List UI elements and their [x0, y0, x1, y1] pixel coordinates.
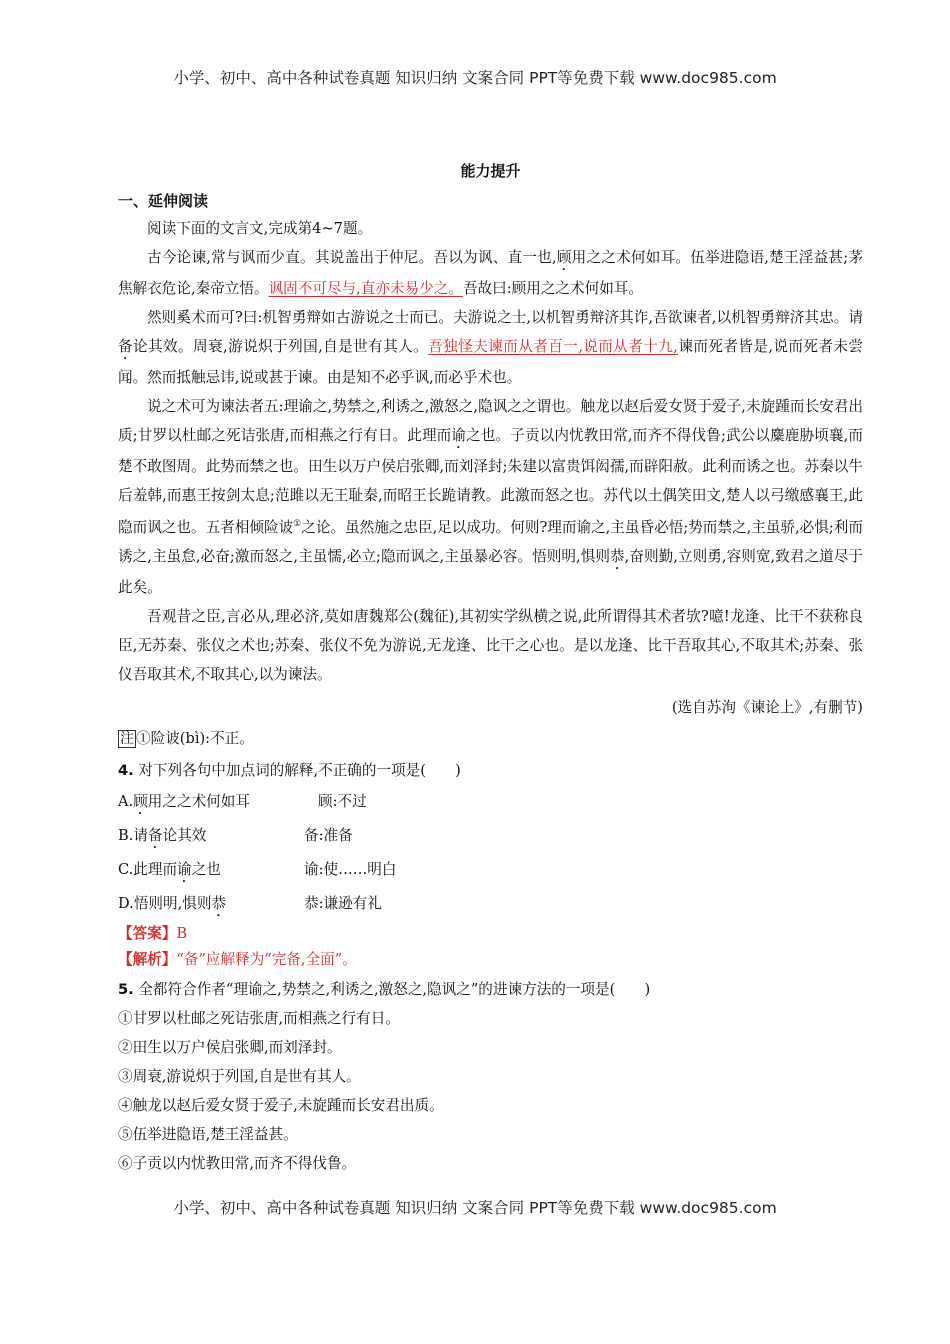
passage-paragraph-3: 说之术可为谏法者五:理谕之,势禁之,利诱之,激怒之,隐讽之之谓也。触龙以赵后爱女贤于爱子,未旋踵而长安君出质;甘罗以杜邮之死诘张唐,而相燕之行有日。此理而谕之也。子贡以内忧教田常,而齐不得伐鲁;武公以麋鹿胁顷襄,而楚不敢图周。此势而禁之也。田生以万户侯启张卿,而刘泽封;朱建以富贵饵闳孺,而辟阳赦。此利而诱之也。苏秦以牛后羞韩,而惠王按剑太息;范雎以无王耻秦,而昭王长跪请教。此激而怒之也。苏代以土偶笑田文,楚人以弓缴感襄王,此隐而讽之也。五者相倾险诐①之论。虽然施之忠臣,足以成功。何则?理而谕之,主虽昏必悟;势而禁之,主虽骄,必惧;利而诱之,主虽怠,必奋;激而怒之,主虽懦,必立;隐而讽之,主虽暴必容。悟则明,惧则恭,奋则勤,立则勇,容则宽,致君之道尽于此矣。: [118, 398, 864, 596]
source-citation: (选自苏洵《谏论上》,有删节): [671, 698, 863, 716]
dotted-word: 备: [118, 338, 134, 355]
reading-instruction: 阅读下面的文言文,完成第4~7题。: [147, 220, 373, 237]
q5-item-6: ⑥子贡以内忧教田常,而齐不得伐鲁。: [118, 1154, 357, 1172]
q5-item-1: ①甘罗以杜邮之死诘张唐,而相燕之行有日。: [118, 1009, 400, 1027]
passage-paragraph-1: 古今论谏,常与讽而少直。其说盖出于仲尼。吾以为讽、直一也,顾用之之术何如耳。伍举进隐语,楚王淫益甚;茅焦解衣危论,秦帝立悟。讽固不可尽与,直亦未易少之。吾故曰:顾用之之术何如耳。: [118, 249, 863, 297]
page-footer-banner: 小学、初中、高中各种试卷真题 知识归纳 文案合同 PPT等免费下载 www.doc985.com: [173, 1199, 777, 1217]
note-label-box: 注: [120, 730, 134, 747]
footnote: 注 ①险诐(bì):不正。: [120, 729, 254, 747]
underlined-sentence: 吾独怪夫谏而从者百一,说而从者十九,: [428, 338, 678, 355]
question-5: 5. 全都符合作者“理谕之,势禁之,利诱之,激怒之,隐讽之”的进谏方法的一项是( ): [118, 980, 651, 998]
q5-item-3: ③周衰,游说炽于列国,自是世有其人。: [118, 1067, 361, 1085]
option-c: C.此理而谕之也 谕:使……明白: [118, 860, 397, 878]
question-4: 4. 对下列各句中加点词的解释,不正确的一项是( ): [118, 761, 461, 779]
option-d: D.悟则明,惧则恭 恭:谦逊有礼: [118, 894, 382, 912]
page-title: 能力提升: [460, 162, 521, 180]
dotted-word: 谕: [177, 860, 192, 878]
footnote-marker: ①: [293, 519, 302, 529]
q5-item-2: ②田生以万户侯启张卿,而刘泽封。: [118, 1038, 342, 1056]
underlined-sentence: 讽固不可尽与,直亦未易少之。: [268, 280, 463, 297]
option-a: A.顾用之之术何如耳 顾:不过: [118, 792, 367, 810]
q5-item-4: ④触龙以赵后爱女贤于爱子,未旋踵而长安君出质。: [118, 1096, 444, 1114]
document-body: [118, 160, 863, 1178]
section-heading: 一、延伸阅读: [118, 192, 209, 210]
option-b: B.请备论其效 备:准备: [118, 826, 353, 844]
dotted-word: 恭: [610, 547, 625, 565]
passage-paragraph-4: 吾观昔之臣,言必从,理必济,莫如唐魏郑公(魏征),其初实学纵横之说,此所谓得其术者欤?噫!龙逢、比干不获称良臣,无苏秦、张仪之术也;苏秦、张仪不免为游说,无龙逢、比干之心也。是以龙逢、比干吾取其心,不取其术;苏秦、张仪吾取其术,不取其心,以为谏法。: [118, 607, 863, 683]
page-header-banner: 小学、初中、高中各种试卷真题 知识归纳 文案合同 PPT等免费下载 www.doc985.com: [173, 69, 777, 87]
dotted-word: 顾: [133, 792, 148, 810]
dotted-word: 顾: [556, 249, 572, 266]
answer-line: 【答案】B: [118, 924, 188, 942]
dotted-word: 恭: [211, 894, 227, 912]
dotted-word: 备: [147, 826, 163, 844]
q5-item-5: ⑤伍举进隐语,楚王淫益甚。: [118, 1125, 298, 1143]
analysis-line: 【解析】“备”应解释为“完备,全面”。: [118, 950, 357, 968]
passage-paragraph-2: 然则奚术而可?曰:机智勇辩如古游说之士而已。夫游说之士,以机智勇辩济其诈,吾欲谏者,以机智勇辩济其忠。请备论其效。周衰,游说炽于列国,自是世有其人。吾独怪夫谏而从者百一,说而从者十九,谏而死者皆是,说而死者未尝闻。然而抵触忌讳,说或甚于谏。由是知不必乎讽,而必乎术也。: [118, 309, 864, 386]
dotted-word: 谕: [451, 427, 467, 444]
